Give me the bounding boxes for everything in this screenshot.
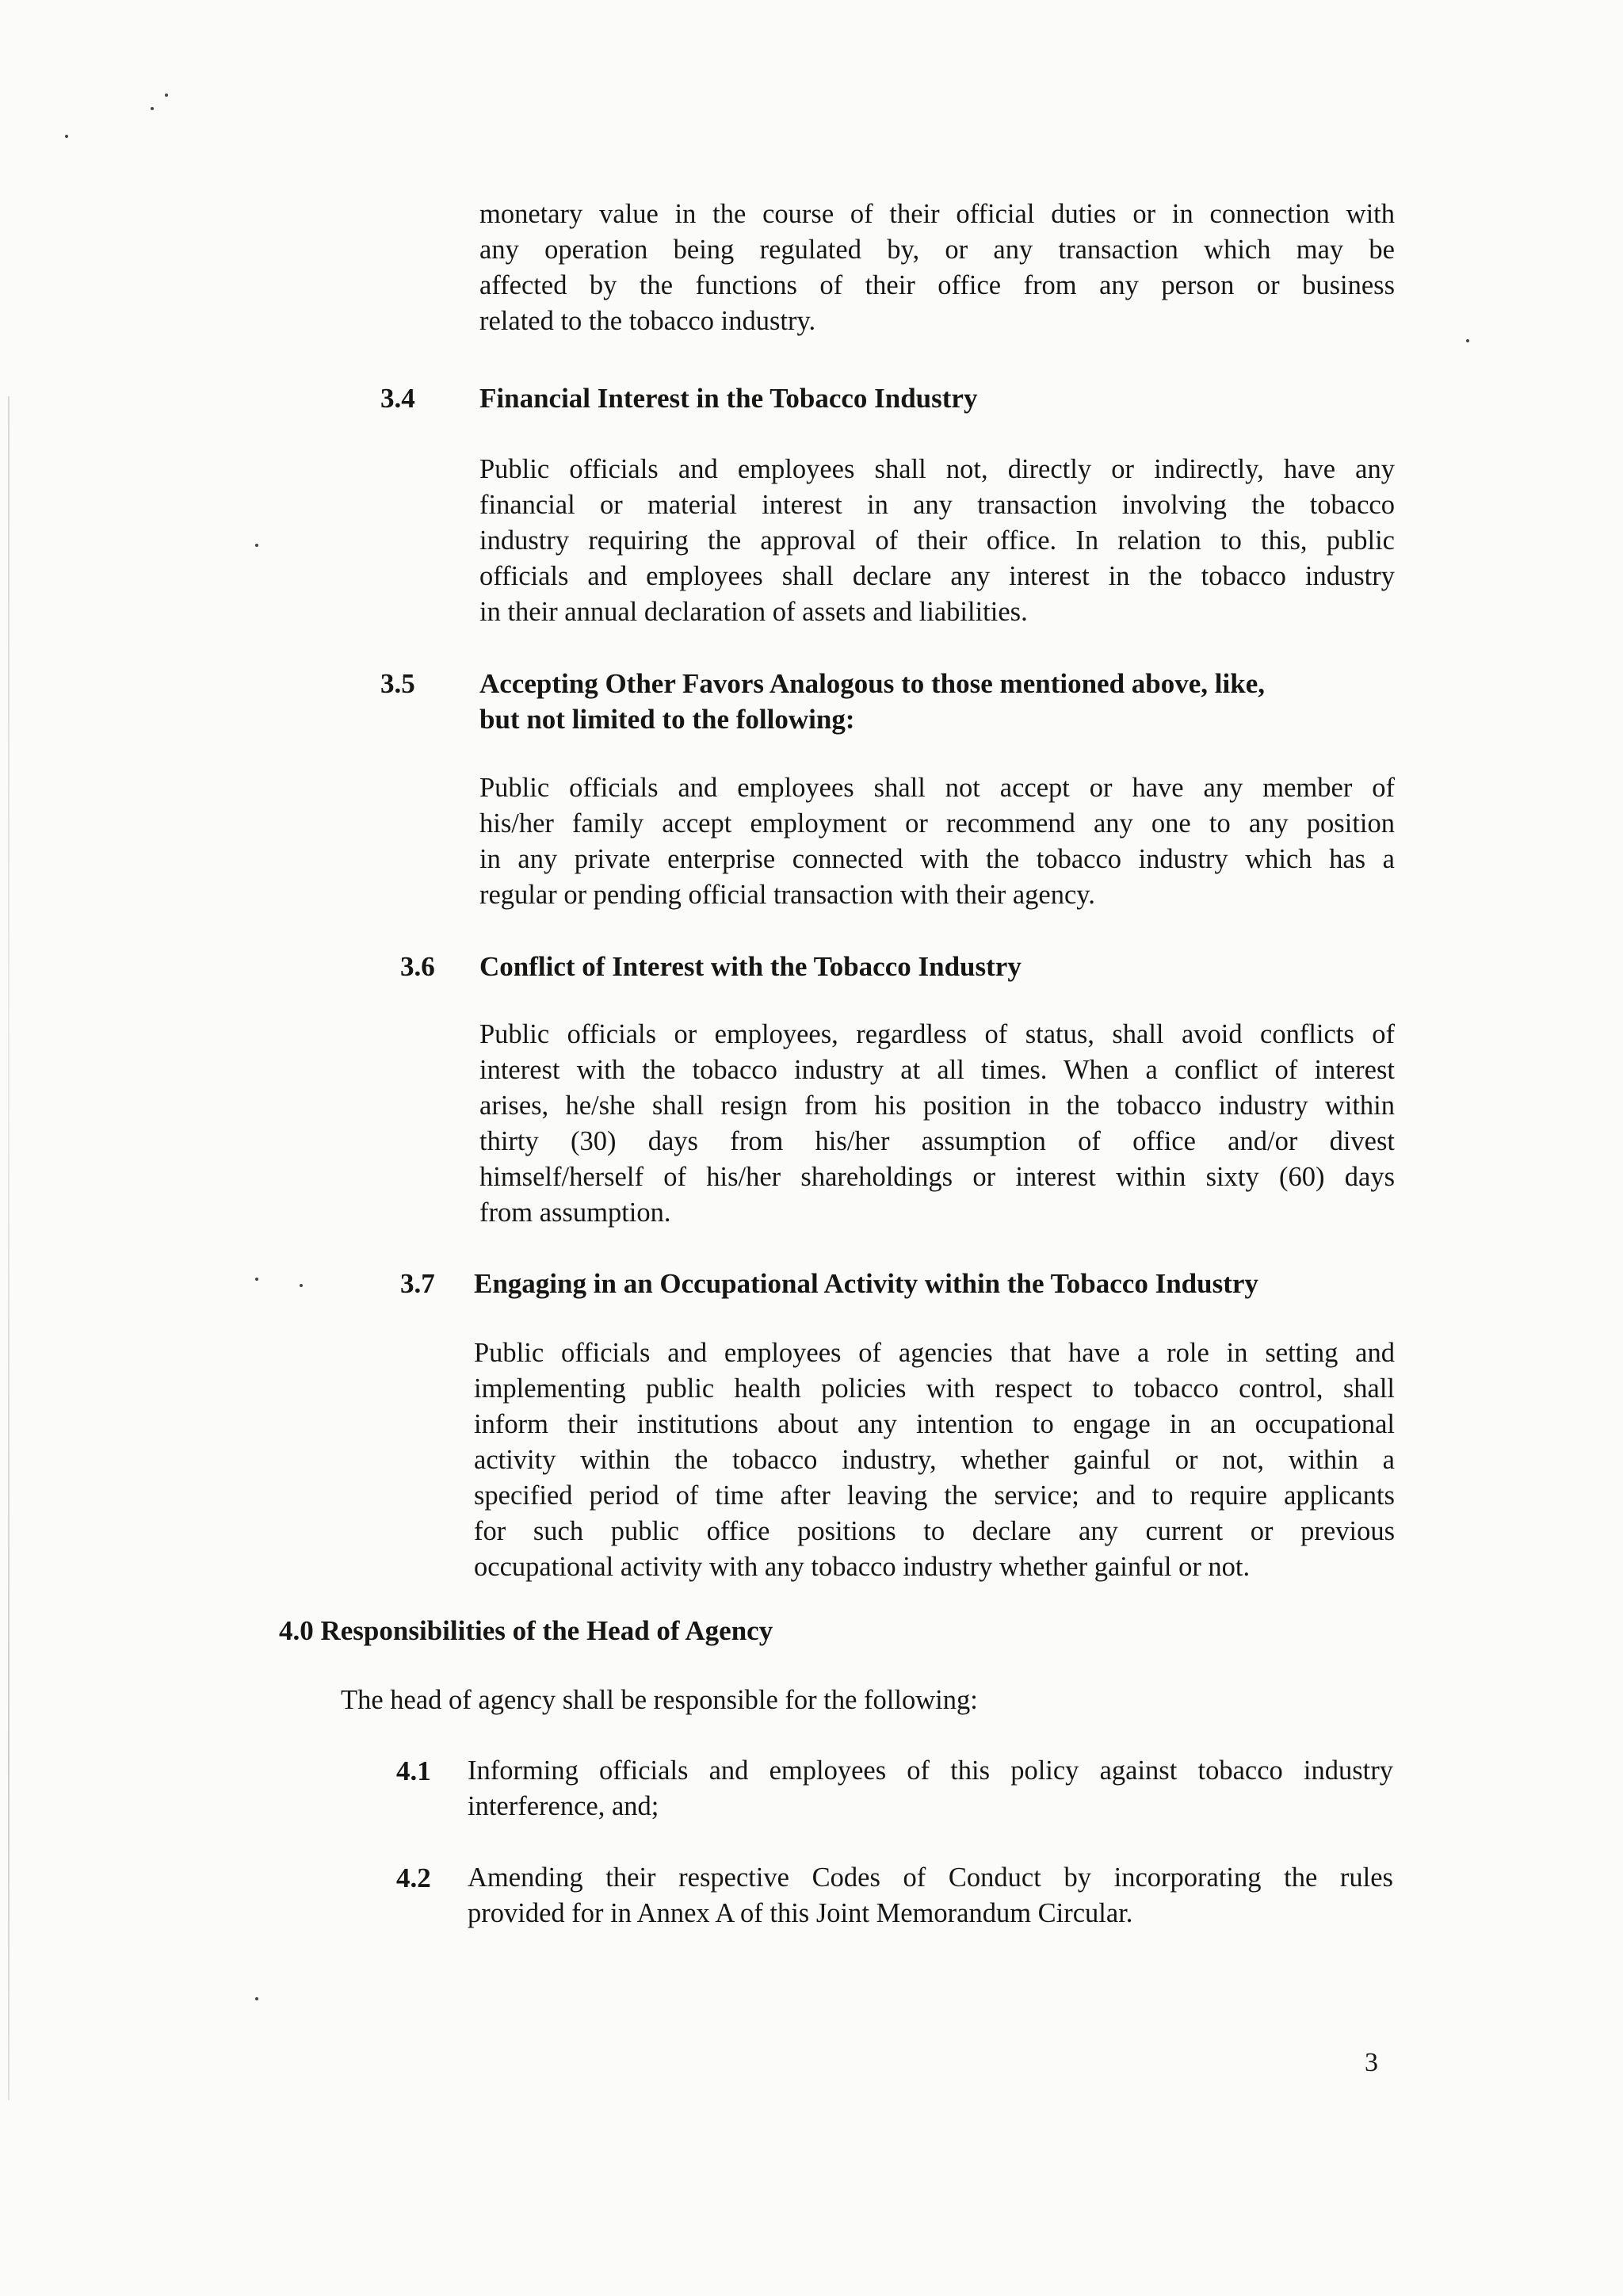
section-title: Engaging in an Occupational Activity within the Tobacco Industry — [474, 1268, 1258, 1299]
scan-speck — [255, 544, 258, 547]
body-line: officials and employees shall declare any interest in the tobacco industry — [479, 561, 1395, 591]
body-line: Amending their respective Codes of Conduct by incorporating the rules — [468, 1862, 1393, 1893]
intro-line: any operation being regulated by, or any transaction which may be — [479, 235, 1395, 265]
section-number: 3.7 — [400, 1268, 435, 1299]
intro-line: The head of agency shall be responsible for the following: — [341, 1685, 978, 1715]
body-line: Public officials and employees of agencies that have a role in setting and — [474, 1338, 1395, 1368]
body-line: Public officials or employees, regardless of status, shall avoid conflicts of — [479, 1019, 1395, 1049]
intro-line: related to the tobacco industry. — [479, 306, 816, 336]
section-title: Accepting Other Favors Analogous to those mentioned above, like, — [479, 668, 1266, 699]
body-line: interest with the tobacco industry at all times. When a conflict of interest — [479, 1055, 1395, 1085]
scan-speck — [65, 135, 68, 138]
body-line: himself/herself of his/her shareholdings or interest within sixty (60) days — [479, 1162, 1395, 1192]
intro-line: monetary value in the course of their official duties or in connection with — [479, 199, 1395, 229]
body-line: Public officials and employees shall not, directly or indirectly, have any — [479, 454, 1395, 484]
body-line: occupational activity with any tobacco industry whether gainful or not. — [474, 1552, 1251, 1582]
item-number: 4.1 — [396, 1755, 431, 1786]
section-number: 3.6 — [400, 951, 435, 982]
scan-speck — [165, 94, 168, 97]
body-line: Informing officials and employees of this policy against tobacco industry — [468, 1755, 1393, 1786]
scan-speck — [255, 1278, 258, 1281]
item-body — [468, 1860, 1393, 1931]
body-line: from assumption. — [479, 1198, 671, 1228]
scan-speck — [1466, 339, 1469, 342]
intro-paragraph — [479, 197, 1395, 339]
body-line: industry requiring the approval of their office. In relation to this, public — [479, 525, 1395, 556]
section-heading: 4.0 Responsibilities of the Head of Agency — [279, 1615, 773, 1646]
section-title: Financial Interest in the Tobacco Industry — [479, 383, 978, 414]
section-body — [479, 770, 1395, 913]
section-body — [474, 1335, 1395, 1585]
item-body — [468, 1753, 1393, 1824]
body-line: Public officials and employees shall not accept or have any member of — [479, 773, 1395, 803]
body-line: thirty (30) days from his/her assumption of office and/or divest — [479, 1126, 1395, 1156]
body-line: activity within the tobacco industry, whether gainful or not, within a — [474, 1445, 1395, 1475]
item-number: 4.2 — [396, 1862, 431, 1893]
body-line: provided for in Annex A of this Joint Memorandum Circular. — [468, 1898, 1133, 1928]
body-line: interference, and; — [468, 1791, 659, 1821]
body-line: in their annual declaration of assets and liabilities. — [479, 597, 1028, 627]
section-body — [479, 452, 1395, 630]
section-intro — [341, 1683, 1371, 1718]
section-title-continued: but not limited to the following: — [479, 704, 855, 735]
body-line: in any private enterprise connected with the tobacco industry which has a — [479, 844, 1395, 874]
section-number: 3.5 — [380, 668, 415, 699]
scan-speck — [151, 107, 154, 110]
body-line: his/her family accept employment or recommend any one to any position — [479, 808, 1395, 839]
scan-speck — [255, 1997, 258, 2000]
scan-speck — [300, 1284, 303, 1287]
section-number: 3.4 — [380, 383, 415, 414]
scan-margin-line — [8, 396, 10, 2100]
page-number: 3 — [1365, 2048, 1378, 2077]
body-line: for such public office positions to declare any current or previous — [474, 1516, 1395, 1546]
body-line: financial or material interest in any transaction involving the tobacco — [479, 490, 1395, 520]
body-line: regular or pending official transaction with their agency. — [479, 880, 1095, 910]
section-body — [479, 1017, 1395, 1231]
body-line: implementing public health policies with respect to tobacco control, shall — [474, 1373, 1395, 1404]
intro-line: affected by the functions of their office from any person or business — [479, 270, 1395, 300]
body-line: specified period of time after leaving the service; and to require applicants — [474, 1480, 1395, 1511]
section-title: Conflict of Interest with the Tobacco Industry — [479, 951, 1022, 982]
body-line: arises, he/she shall resign from his position in the tobacco industry within — [479, 1091, 1395, 1121]
body-line: inform their institutions about any intention to engage in an occupational — [474, 1409, 1395, 1439]
